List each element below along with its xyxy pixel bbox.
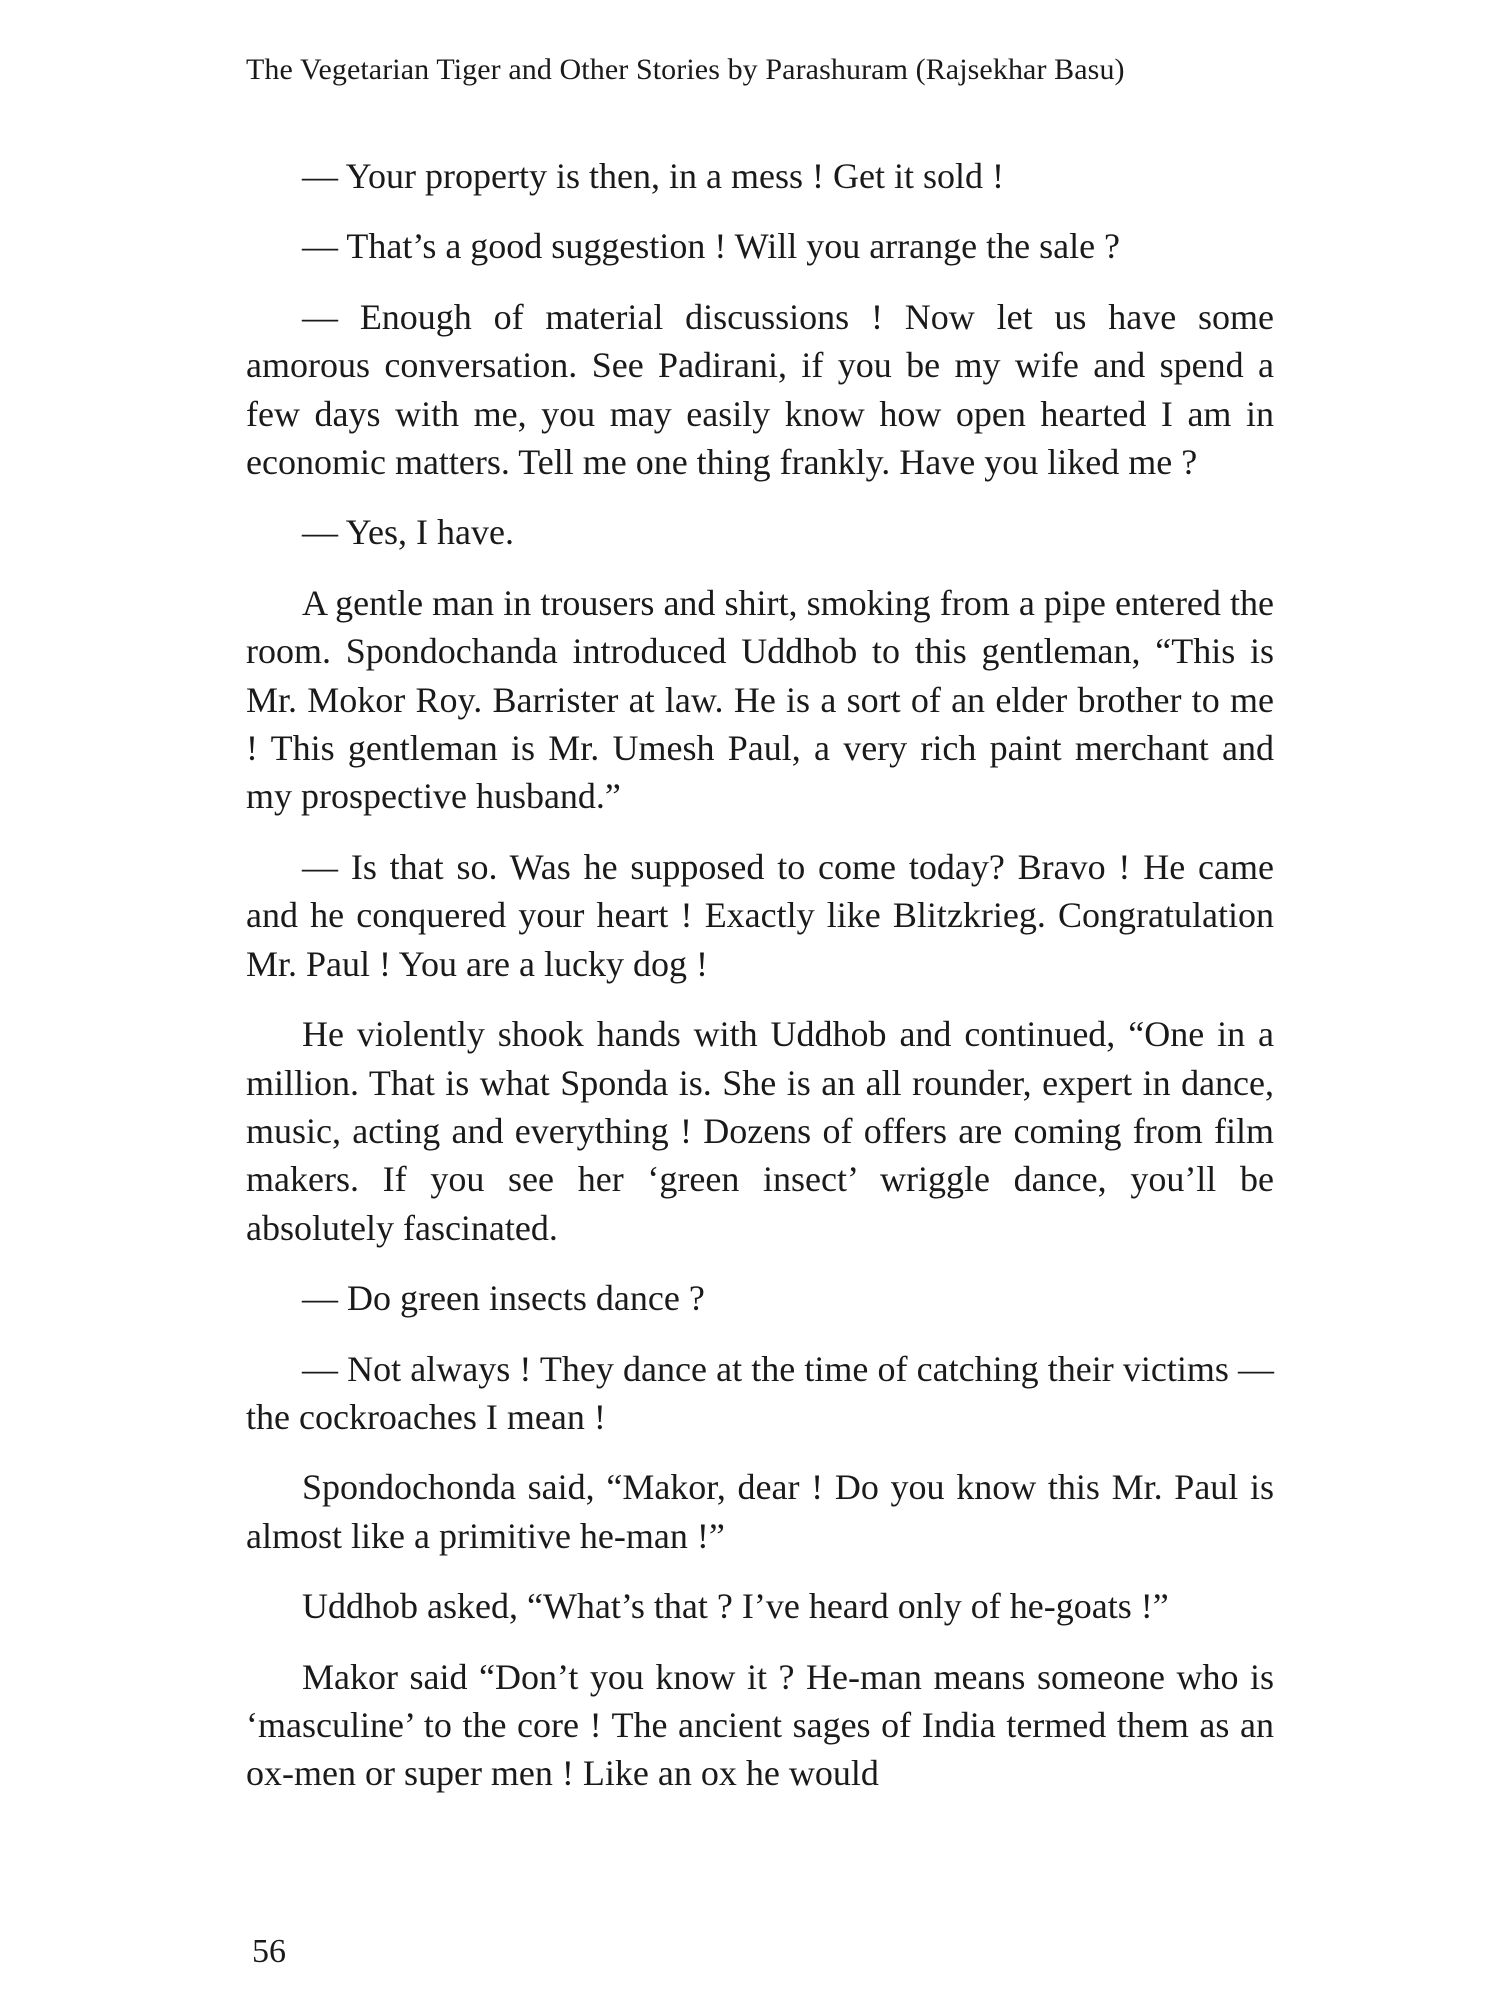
paragraph: — Your property is then, in a mess ! Get it sold !: [302, 156, 1004, 196]
paragraph: — Yes, I have.: [302, 512, 514, 553]
paragraph: Makor said “Don’t you know it ? He-man means someone who is ‘masculine’ to the core ! The ancient sages of India termed them as an ox-men or super men ! Like an ox he would: [246, 1656, 1274, 1794]
paragraph: — Not always ! They dance at the time of catching their victims — the cockroaches I mean !: [246, 1348, 1274, 1437]
page-number: 56: [252, 1933, 286, 1970]
paragraph: — Do green insects dance ?: [302, 1278, 705, 1319]
paragraph: Uddhob asked, “What’s that ? I’ve heard only of he-goats !”: [302, 1586, 1169, 1627]
running-header: The Vegetarian Tiger and Other Stories by Parashuram (Rajsekhar Basu): [246, 53, 1125, 86]
paragraph: — That’s a good suggestion ! Will you arrange the sale ?: [302, 226, 1121, 267]
paragraph: A gentle man in trousers and shirt, smoking from a pipe entered the room. Spondochanda introduced Uddhob to this gentleman, “This is Mr. Mokor Roy. Barrister at law. He is a sort of an elder brother to me ! This gentleman is Mr. Umesh Paul, a very rich paint merchant and my prospective husband.”: [246, 582, 1274, 817]
paragraph: Spondochonda said, “Makor, dear ! Do you know this Mr. Paul is almost like a primitive he-man !”: [246, 1467, 1274, 1556]
paragraph: — Enough of material discussions ! Now let us have some amorous conversation. See Padirani, if you be my wife and spend a few days with me, you may easily know how open hearted I am in economic matters. Tell me one thing frankly. Have you liked me ?: [246, 296, 1274, 483]
paragraph: — Is that so. Was he supposed to come today? Bravo ! He came and he conquered your heart ! Exactly like Blitzkrieg. Congratulation Mr. Paul ! You are a lucky dog !: [246, 846, 1274, 984]
body-text: [246, 152, 1274, 1820]
paragraph: He violently shook hands with Uddhob and continued, “One in a million. That is what Sponda is. She is an all rounder, expert in dance, music, acting and everything ! Dozens of offers are coming from film makers. If you see her ‘green insect’ wriggle dance, you’ll be absolutely fascinated.: [246, 1014, 1274, 1248]
